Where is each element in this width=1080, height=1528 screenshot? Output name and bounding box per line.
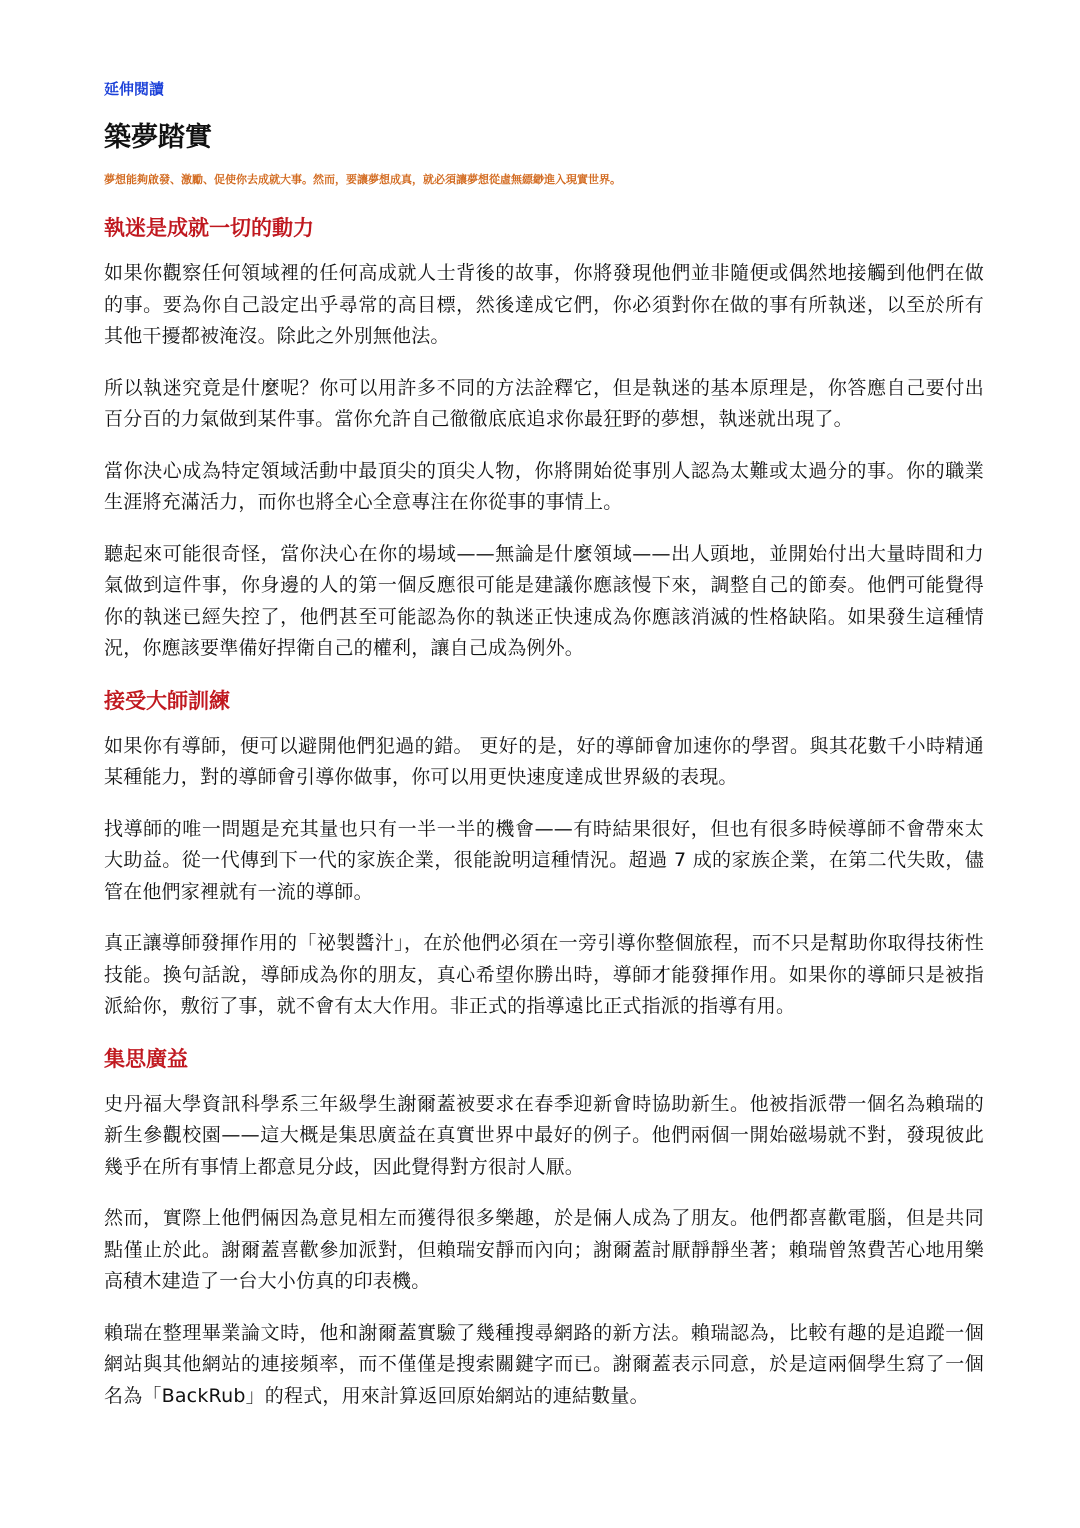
paragraph: 找導師的唯一問題是充其量也只有一半一半的機會——有時結果很好，但也有很多時候導師不會帶來太大助益。從一代傳到下一代的家族企業，很能說明這種情況。超過 7 成的家族企業，在第二代失敗，儘管在他們家裡就有一流的導師。 <box>104 817 984 903</box>
section-brainstorm <box>104 1043 984 1413</box>
section-heading: 接受大師訓練 <box>104 688 230 713</box>
paragraph: 然而，實際上他們倆因為意見相左而獲得很多樂趣，於是倆人成為了朋友。他們都喜歡電腦，但是共同點僅止於此。謝爾蓋喜歡參加派對，但賴瑞安靜而內向；謝爾蓋討厭靜靜坐著；賴瑞曾煞費苦心地用樂高積木建造了一台大小仿真的印表機。 <box>104 1207 984 1292</box>
paragraph: 如果你觀察任何領域裡的任何高成就人士背後的故事，你將發現他們並非隨便或偶然地接觸到他們在做的事。要為你自己設定出乎尋常的高目標，然後達成它們，你必須對你在做的事有所執迷，以至於所有其他干擾都被淹沒。除此之外別無他法。 <box>104 262 984 347</box>
article-title: 築夢踏實 <box>104 122 212 153</box>
paragraph: 賴瑞在整理畢業論文時，他和謝爾蓋實驗了幾種搜尋網路的新方法。賴瑞認為，比較有趣的是追蹤一個網站與其他網站的連接頻率，而不僅僅是搜索關鍵字而已。謝爾蓋表示同意，於是這兩個學生寫了一個名為「BackRub」的程式，用來計算返回原始網站的連結數量。 <box>104 1321 984 1407</box>
paragraph: 真正讓導師發揮作用的「祕製醬汁」，在於他們必須在一旁引導你整個旅程，而不只是幫助你取得技術性技能。換句話說，導師成為你的朋友，真心希望你勝出時，導師才能發揮作用。如果你的導師只是被指派給你，敷衍了事，就不會有太大作用。非正式的指導遠比正式指派的指導有用。 <box>104 932 984 1017</box>
section-obsession <box>104 212 984 665</box>
paragraph: 史丹福大學資訊科學系三年級學生謝爾蓋被要求在春季迎新會時協助新生。他被指派帶一個名為賴瑞的新生參觀校園——這大概是集思廣益在真實世界中最好的例子。他們兩個一開始磁場就不對，發現彼此幾乎在所有事情上都意見分歧，因此覺得對方很討人厭。 <box>104 1092 984 1178</box>
article-subtitle: 夢想能夠啟發、激勵、促使你去成就大事。然而，要讓夢想成真，就必須讓夢想從虛無縹緲進入現實世界。 <box>104 173 621 186</box>
paragraph: 當你決心成為特定領域活動中最頂尖的頂尖人物，你將開始從事別人認為太難或太過分的事。你的職業生涯將充滿活力，而你也將全心全意專注在你從事的事情上。 <box>104 459 984 513</box>
paragraph: 如果你有導師，便可以避開他們犯過的錯。 更好的是，好的導師會加速你的學習。與其花數千小時精通某種能力，對的導師會引導你做事，你可以用更快速度達成世界級的表現。 <box>104 734 984 788</box>
article <box>104 76 984 1432</box>
paragraph: 聽起來可能很奇怪，當你決心在你的場域——無論是什麼領域——出人頭地，並開始付出大量時間和力氣做到這件事，你身邊的人的第一個反應很可能是建議你應該慢下來，調整自己的節奏。他們可能覺得你的執迷已經失控了，他們甚至可能認為你的執迷正快速成為你應該消滅的性格缺陷。如果發生這種情況，你應該要準備好捍衛自己的權利，讓自己成為例外。 <box>104 542 984 659</box>
section-kicker: 延伸閱讀 <box>104 80 165 98</box>
section-mentor <box>104 685 984 1023</box>
section-heading: 執迷是成就一切的動力 <box>104 216 314 240</box>
section-heading: 集思廣益 <box>104 1046 188 1071</box>
paragraph: 所以執迷究竟是什麼呢？你可以用許多不同的方法詮釋它，但是執迷的基本原理是，你答應自己要付出百分百的力氣做到某件事。當你允許自己徹徹底底追求你最狂野的夢想，執迷就出現了。 <box>104 376 984 430</box>
